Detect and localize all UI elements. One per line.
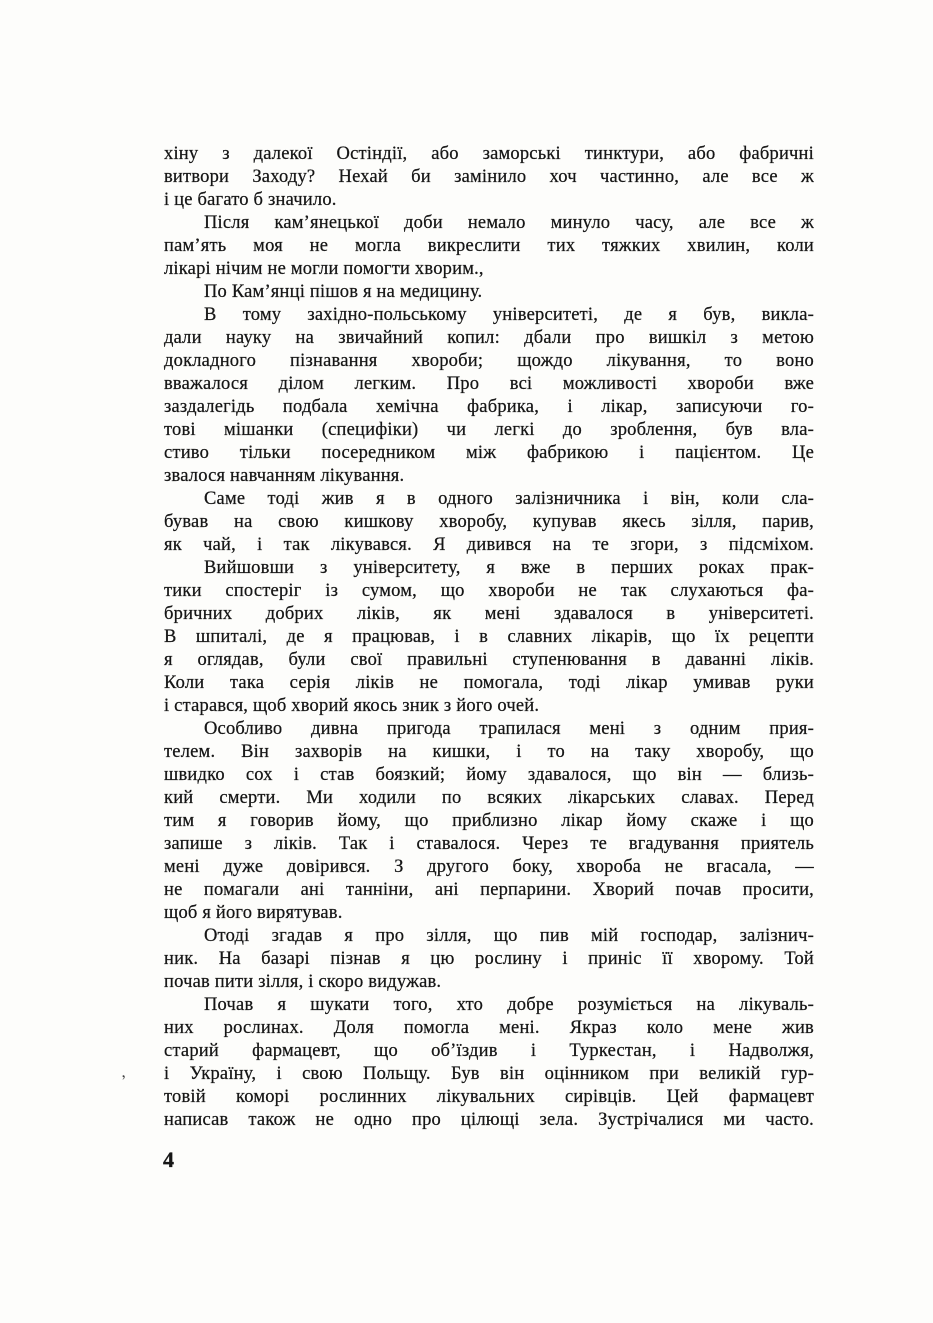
text-line: тові мішанки (специфіки) чи легкі до зроблення, був вла- — [164, 420, 814, 440]
page-number: 4 — [163, 1147, 174, 1172]
paragraph — [164, 557, 814, 718]
paragraph — [164, 304, 814, 488]
text-line: як чай, і так лікувався. Я дивився на те згори, з підсміхом. — [164, 535, 814, 555]
text-line: витвори Заходу? Нехай би замінило хоч частинно, але все ж — [164, 167, 814, 187]
text-line: Після кам’янецької доби немало минуло часу, але все ж — [204, 213, 814, 233]
text-line: почав пити зілля, і скоро видужав. — [164, 972, 442, 992]
margin-speck: , — [119, 1063, 127, 1082]
text-line: швидко сох і став боязкий; йому здавалося, що він — близь- — [164, 765, 814, 785]
text-line: запише з ліків. Так і ставалося. Через те вгадування приятель — [164, 834, 814, 854]
text-line: Почав я шукати того, хто добре розуміється на лікуваль- — [204, 995, 814, 1015]
text-line: телем. Він захворів на кишки, і то на таку хворобу, що — [164, 742, 814, 762]
text-line: я оглядав, були свої правильні ступенювання в даванні ліків. — [164, 650, 814, 670]
text-line: В шпиталі, де я працював, і в славних лікарів, що їх рецепти — [164, 627, 814, 647]
text-line: товій коморі рослинних лікувальних сирівців. Цей фармацевт — [164, 1087, 814, 1107]
text-line: мені дуже довірився. З другого боку, хвороба не вгасала, — — [164, 857, 814, 877]
text-line: тики спостеріг із сумом, що хвороби не так слухаються фа- — [164, 581, 814, 601]
text-line: лікарі нічим не могли помогти хворим., — [164, 259, 484, 279]
text-line: заздалегідь подбала хемічна фабрика, і лікар, записуючи го- — [164, 397, 814, 417]
text-line: В тому західно-польському університеті, де я був, викла- — [204, 305, 814, 325]
paragraph — [164, 212, 814, 281]
text-line: Саме тоді жив я в одного залізничника і він, коли сла- — [204, 489, 814, 509]
text-line: По Кам’янці пішов я на медицину. — [204, 282, 483, 302]
paragraph — [164, 925, 814, 994]
page-text — [164, 143, 814, 1132]
text-line: і старався, щоб хворий якось зник з його очей. — [164, 696, 540, 716]
text-line: них рослинах. Доля помогла мені. Якраз коло мене жив — [164, 1018, 814, 1038]
text-line: хіну з далекої Остіндії, або заморські тинктури, або фабричні — [164, 144, 814, 164]
text-line: старий фармацевт, що об’їздив і Туркестан, і Надволжя, — [164, 1041, 814, 1061]
text-line: не помагали ані танніни, ані перпарини. Хворий почав просити, — [164, 880, 814, 900]
paragraph — [164, 718, 814, 925]
text-line: Коли така серія ліків не помогала, тоді лікар умивав руки — [164, 673, 814, 693]
text-line: бричних добрих ліків, як мені здавалося в університеті. — [164, 604, 814, 624]
text-line: бував на свою кишкову хворобу, купував якесь зілля, парив, — [164, 512, 814, 532]
text-line: пам’ять моя не могла викреслити тих тяжких хвилин, коли — [164, 236, 814, 256]
text-line: Вийшовши з університету, я вже в перших роках прак- — [204, 558, 814, 578]
paragraph — [164, 143, 814, 212]
text-line: звалося навчанням лікування. — [164, 466, 405, 486]
text-line: стиво тільки посередником між фабрикою і пацієнтом. Це — [164, 443, 814, 463]
text-line: Особливо дивна пригода трапилася мені з одним прия- — [204, 719, 814, 739]
text-line: кий смерти. Ми ходили по всяких лікарських славах. Перед — [164, 788, 814, 808]
text-line: і це багато б значило. — [164, 190, 337, 210]
text-line: і Україну, і свою Польщу. Був він оцінником при великій гур- — [164, 1064, 814, 1084]
text-line: Отоді згадав я про зілля, що пив мій господар, залізнич- — [204, 926, 814, 946]
text-line: написав також не одно про цілющі зела. Зустрічалися ми часто. — [164, 1110, 814, 1130]
text-line: тим я говорив йому, що приблизно лікар йому скаже і що — [164, 811, 814, 831]
text-line: вважалося ділом легким. Про всі можливості хвороби вже — [164, 374, 814, 394]
text-line: дали науку на звичайний копил: дбали про вишкіл з метою — [164, 328, 814, 348]
paragraph — [164, 281, 814, 304]
text-line: докладного пізнавання хвороби; щождо лікування, то воно — [164, 351, 814, 371]
paragraph — [164, 488, 814, 557]
text-line: ник. На базарі пізнав я цю рослину і приніс її хворому. Той — [164, 949, 814, 969]
text-line: щоб я його вирятував. — [164, 903, 343, 923]
paragraph — [164, 994, 814, 1132]
